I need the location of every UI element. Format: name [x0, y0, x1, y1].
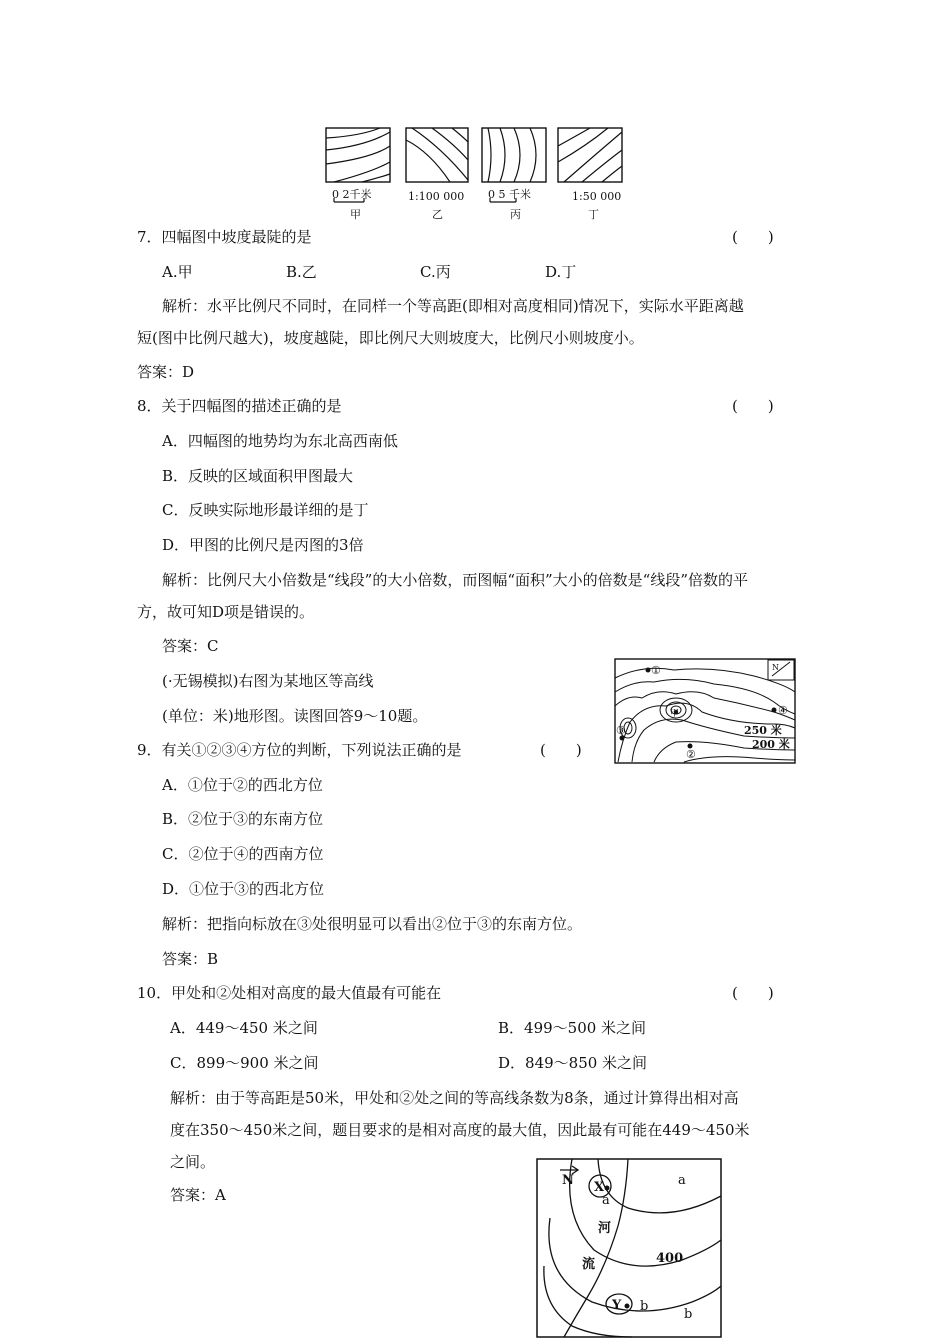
- contour-map-right: [614, 658, 796, 764]
- q7-answer: 答案：D: [137, 363, 195, 381]
- q10-answer: 答案：A: [170, 1186, 226, 1204]
- q10-option-c: C．899～900 米之间: [170, 1054, 319, 1072]
- label-b-near-y: b: [640, 1299, 649, 1314]
- scale-bing: 0 5 千米: [488, 188, 531, 201]
- north-label-icon: N: [562, 1173, 574, 1188]
- intro-line1: (·无锡模拟)右图为某地区等高线: [162, 672, 374, 690]
- label-a-near-x: a: [602, 1193, 610, 1208]
- scale-yi: 1:100 000: [408, 190, 465, 203]
- q8-option-a: A．四幅图的地势均为东北高西南低: [162, 432, 398, 450]
- q8-bracket: ( ): [732, 397, 774, 415]
- point-y-label: Y: [612, 1298, 622, 1313]
- q8-option-b: B．反映的区域面积甲图最大: [162, 467, 354, 485]
- contour-label-250: 250 米: [744, 724, 782, 737]
- label-bing: 丙: [510, 208, 521, 221]
- map-point-2: ②: [686, 748, 696, 761]
- q7-analysis-line1: 解析：水平比例尺不同时，在同样一个等高距(即相对高度相同)情况下，实际水平距离越: [162, 297, 744, 315]
- q9-option-b: B．②位于③的东南方位: [162, 810, 324, 828]
- map-point-3: ③: [616, 724, 626, 737]
- q10-option-d: D．849～850 米之间: [498, 1054, 648, 1072]
- q7-stem: 7．四幅图中坡度最陡的是: [137, 228, 312, 246]
- q10-option-b: B．499～500 米之间: [498, 1019, 647, 1037]
- north-arrow-icon: N: [772, 663, 779, 672]
- q10-bracket: ( ): [732, 984, 774, 1002]
- q10-analysis-line2: 度在350～450米之间，题目要求的是相对高度的最大值，因此最有可能在449～450米: [170, 1121, 750, 1139]
- q9-answer: 答案：B: [162, 950, 219, 968]
- contour-label-200: 200 米: [752, 738, 790, 751]
- panel-bing: [482, 128, 546, 182]
- q7-option-b: B.乙: [286, 263, 317, 281]
- contour-panels-figure: [320, 122, 632, 222]
- scale-jia: 0 2千米: [332, 188, 372, 201]
- contour-label-b: b: [684, 1307, 693, 1322]
- q8-answer: 答案：C: [162, 637, 219, 655]
- q9-stem: 9．有关①②③④方位的判断，下列说法正确的是: [137, 741, 462, 759]
- label-jia: 甲: [350, 208, 361, 221]
- q9-bracket: ( ): [540, 741, 582, 759]
- q10-analysis-line3: 之间。: [170, 1153, 216, 1171]
- panel-jia: [326, 128, 390, 182]
- map-point-4: ④: [778, 704, 788, 717]
- q10-option-a: A．449～450 米之间: [170, 1019, 318, 1037]
- q7-analysis-line2: 短(图中比例尺越大)，坡度越陡，即比例尺大则坡度大，比例尺小则坡度小。: [137, 329, 644, 347]
- q8-option-c: C．反映实际地形最详细的是丁: [162, 501, 369, 519]
- river-label-liu: 流: [582, 1257, 596, 1272]
- river-label-he: 河: [598, 1221, 612, 1236]
- label-yi: 乙: [432, 208, 443, 221]
- q7-option-c: C.丙: [420, 263, 451, 281]
- q9-analysis: 解析：把指向标放在③处很明显可以看出②位于③的东南方位。: [162, 915, 583, 933]
- q8-analysis-line2: 方，故可知D项是错误的。: [137, 603, 315, 621]
- q7-option-d: D.丁: [545, 263, 577, 281]
- river-contour-map: [532, 1156, 724, 1340]
- scale-ding: 1:50 000: [572, 190, 622, 203]
- contour-label-400: 400: [656, 1251, 684, 1266]
- q10-stem: 10．甲处和②处相对高度的最大值最有可能在: [137, 984, 442, 1002]
- q7-option-a: A.甲: [162, 263, 193, 281]
- q7-bracket: ( ): [732, 228, 774, 246]
- q9-option-a: A．①位于②的西北方位: [162, 776, 323, 794]
- q9-option-c: C．②位于④的西南方位: [162, 845, 324, 863]
- point-x-label: X: [594, 1180, 605, 1195]
- panel-ding: [558, 128, 622, 182]
- map-point-1: ①: [651, 664, 661, 677]
- q10-analysis-line1: 解析：由于等高距是50米，甲处和②处之间的等高线条数为8条，通过计算得出相对高: [170, 1089, 739, 1107]
- intro-line2: (单位：米)地形图。读图回答9～10题。: [162, 707, 428, 725]
- q8-option-d: D．甲图的比例尺是丙图的3倍: [162, 536, 364, 554]
- panel-yi: [406, 128, 468, 182]
- q8-stem: 8．关于四幅图的描述正确的是: [137, 397, 342, 415]
- contour-label-a: a: [678, 1173, 686, 1188]
- label-ding: 丁: [588, 208, 599, 221]
- q9-option-d: D．①位于③的西北方位: [162, 880, 325, 898]
- q8-analysis-line1: 解析：比例尺大小倍数是“线段”的大小倍数，而图幅“面积”大小的倍数是“线段”倍数的平: [162, 571, 749, 589]
- map-point-jia: 甲: [670, 709, 680, 719]
